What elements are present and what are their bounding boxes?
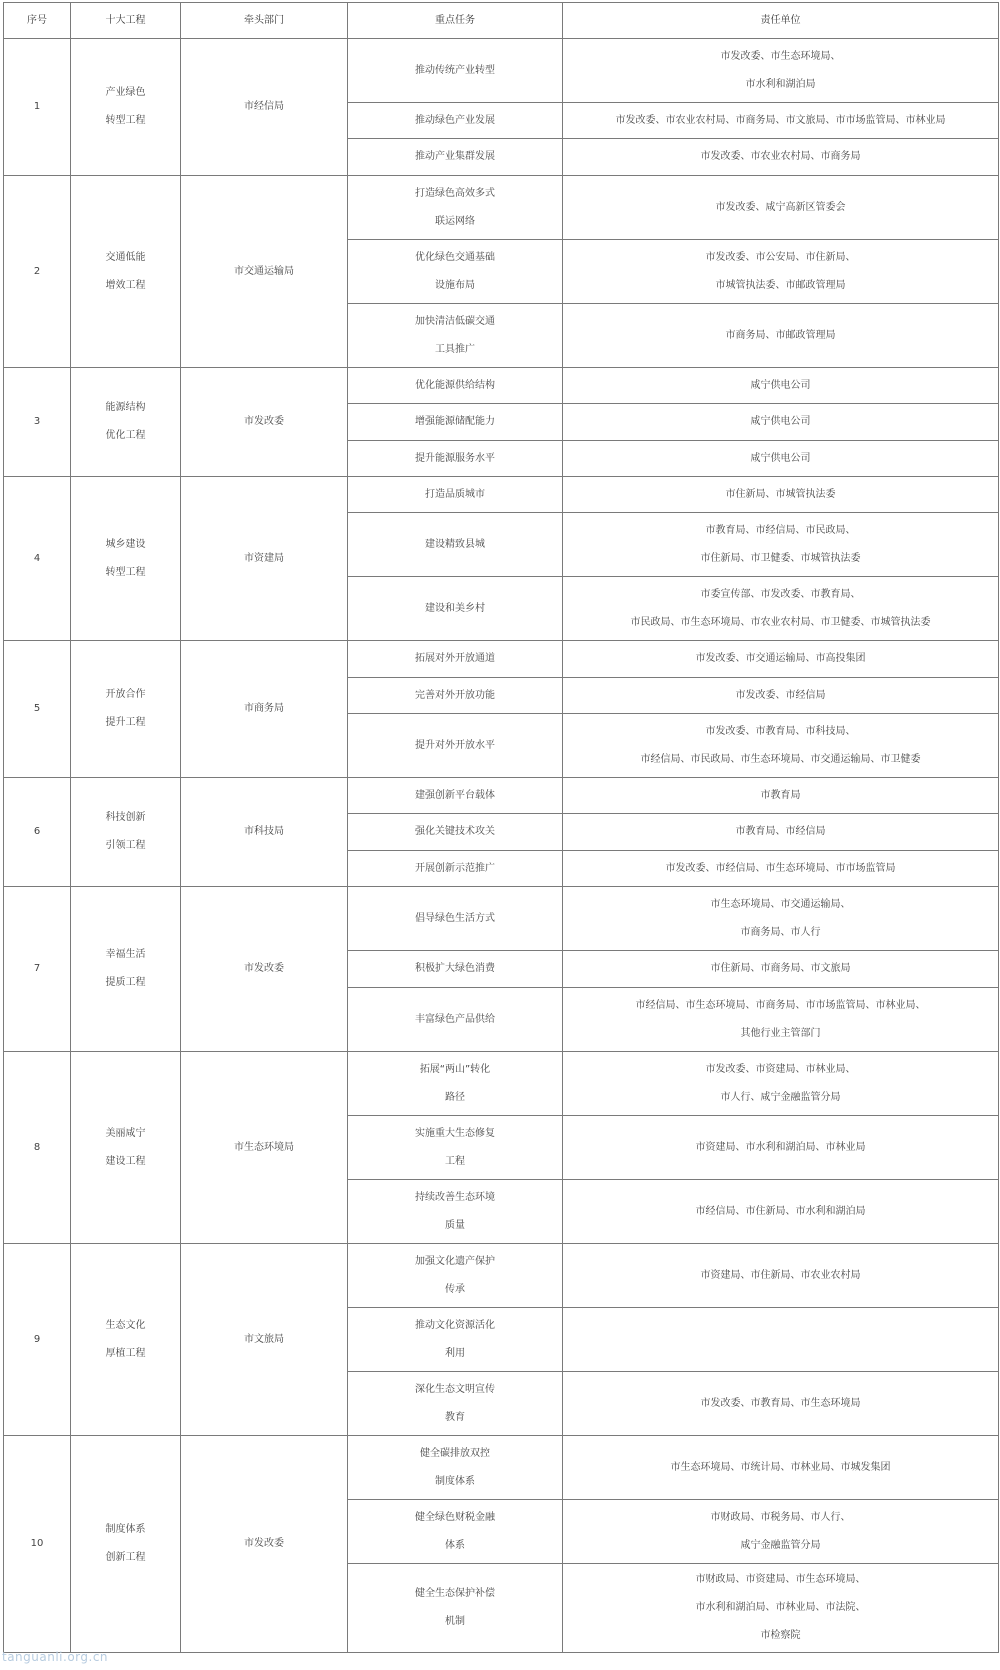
task-cell: 推动绿色产业发展 <box>348 103 563 139</box>
responsible-unit-cell: 市发改委、市交通运输局、市高投集团 <box>563 641 999 678</box>
project-cell: 幸福生活 提质工程 <box>71 887 181 1052</box>
responsible-unit-cell <box>563 1308 999 1372</box>
project-cell: 生态文化 厚植工程 <box>71 1244 181 1436</box>
seq-cell: 4 <box>4 477 71 641</box>
responsible-unit-cell: 咸宁供电公司 <box>563 368 999 404</box>
task-cell: 优化能源供给结构 <box>348 368 563 404</box>
responsible-unit-cell: 市发改委、市生态环境局、 市水利和湖泊局 <box>563 39 999 103</box>
lead-dept-cell: 市商务局 <box>181 641 348 778</box>
task-cell: 健全绿色财税金融 体系 <box>348 1500 563 1564</box>
task-cell: 加强文化遗产保护 传承 <box>348 1244 563 1308</box>
seq-cell: 8 <box>4 1052 71 1244</box>
responsible-unit-cell: 市生态环境局、市统计局、市林业局、市城发集团 <box>563 1436 999 1500</box>
task-cell: 完善对外开放功能 <box>348 678 563 714</box>
lead-dept-cell: 市科技局 <box>181 778 348 887</box>
project-cell: 科技创新 引领工程 <box>71 778 181 887</box>
task-cell: 建强创新平台载体 <box>348 778 563 814</box>
responsible-unit-cell: 市商务局、市邮政管理局 <box>563 304 999 368</box>
project-cell: 交通低能 增效工程 <box>71 176 181 368</box>
responsible-unit-cell: 市资建局、市住新局、市农业农村局 <box>563 1244 999 1308</box>
header-seq: 序号 <box>4 3 71 39</box>
responsible-unit-cell: 市发改委、市农业农村局、市商务局、市文旅局、市市场监管局、市林业局 <box>563 103 999 139</box>
engineering-table <box>3 2 999 1653</box>
task-cell: 建设精致县城 <box>348 513 563 577</box>
task-cell: 拓展对外开放通道 <box>348 641 563 678</box>
seq-cell: 1 <box>4 39 71 176</box>
lead-dept-cell: 市文旅局 <box>181 1244 348 1436</box>
responsible-unit-cell: 市发改委、市农业农村局、市商务局 <box>563 139 999 176</box>
seq-cell: 6 <box>4 778 71 887</box>
task-cell: 实施重大生态修复 工程 <box>348 1116 563 1180</box>
seq-cell: 10 <box>4 1436 71 1653</box>
header-lead-dept: 牵头部门 <box>181 3 348 39</box>
responsible-unit-cell: 市发改委、市资建局、市林业局、 市人行、咸宁金融监管分局 <box>563 1052 999 1116</box>
lead-dept-cell: 市经信局 <box>181 39 348 176</box>
project-cell: 制度体系 创新工程 <box>71 1436 181 1653</box>
responsible-unit-cell: 咸宁供电公司 <box>563 441 999 477</box>
lead-dept-cell: 市生态环境局 <box>181 1052 348 1244</box>
table-row <box>4 641 999 678</box>
responsible-unit-cell: 市发改委、市教育局、市科技局、 市经信局、市民政局、市生态环境局、市交通运输局、市卫健委 <box>563 714 999 778</box>
seq-cell: 2 <box>4 176 71 368</box>
responsible-unit-cell: 市发改委、市经信局、市生态环境局、市市场监管局 <box>563 851 999 887</box>
responsible-unit-cell: 咸宁供电公司 <box>563 404 999 441</box>
responsible-unit-cell: 市住新局、市城管执法委 <box>563 477 999 513</box>
task-cell: 打造品质城市 <box>348 477 563 513</box>
task-cell: 打造绿色高效多式 联运网络 <box>348 176 563 240</box>
responsible-unit-cell: 市财政局、市资建局、市生态环境局、 市水利和湖泊局、市林业局、市法院、 市检察院 <box>563 1564 999 1653</box>
task-cell: 强化关键技术攻关 <box>348 814 563 851</box>
responsible-unit-cell: 市发改委、市教育局、市生态环境局 <box>563 1372 999 1436</box>
task-cell: 深化生态文明宣传 教育 <box>348 1372 563 1436</box>
task-cell: 丰富绿色产品供给 <box>348 988 563 1052</box>
table-row <box>4 176 999 240</box>
project-cell: 产业绿色 转型工程 <box>71 39 181 176</box>
task-cell: 推动产业集群发展 <box>348 139 563 176</box>
table-row <box>4 778 999 814</box>
table-body <box>4 39 999 1653</box>
task-cell: 倡导绿色生活方式 <box>348 887 563 951</box>
responsible-unit-cell: 市教育局、市经信局 <box>563 814 999 851</box>
header-responsible-unit: 责任单位 <box>563 3 999 39</box>
project-cell: 城乡建设 转型工程 <box>71 477 181 641</box>
responsible-unit-cell: 市经信局、市住新局、市水利和湖泊局 <box>563 1180 999 1244</box>
task-cell: 开展创新示范推广 <box>348 851 563 887</box>
task-cell: 提升对外开放水平 <box>348 714 563 778</box>
project-cell: 开放合作 提升工程 <box>71 641 181 778</box>
task-cell: 建设和美乡村 <box>348 577 563 641</box>
task-cell: 积极扩大绿色消费 <box>348 951 563 988</box>
task-cell: 健全生态保护补偿 机制 <box>348 1564 563 1653</box>
lead-dept-cell: 市资建局 <box>181 477 348 641</box>
task-cell: 持续改善生态环境 质量 <box>348 1180 563 1244</box>
table-row <box>4 39 999 103</box>
task-cell: 提升能源服务水平 <box>348 441 563 477</box>
table-row <box>4 1436 999 1500</box>
task-cell: 加快清洁低碳交通 工具推广 <box>348 304 563 368</box>
table-row <box>4 1052 999 1116</box>
responsible-unit-cell: 市住新局、市商务局、市文旅局 <box>563 951 999 988</box>
responsible-unit-cell: 市财政局、市税务局、市人行、 咸宁金融监管分局 <box>563 1500 999 1564</box>
responsible-unit-cell: 市资建局、市水利和湖泊局、市林业局 <box>563 1116 999 1180</box>
lead-dept-cell: 市发改委 <box>181 1436 348 1653</box>
header-key-task: 重点任务 <box>348 3 563 39</box>
lead-dept-cell: 市发改委 <box>181 368 348 477</box>
task-cell: 推动文化资源活化 利用 <box>348 1308 563 1372</box>
seq-cell: 3 <box>4 368 71 477</box>
project-cell: 美丽咸宁 建设工程 <box>71 1052 181 1244</box>
responsible-unit-cell: 市发改委、咸宁高新区管委会 <box>563 176 999 240</box>
header-row <box>4 3 999 39</box>
responsible-unit-cell: 市发改委、市经信局 <box>563 678 999 714</box>
responsible-unit-cell: 市教育局 <box>563 778 999 814</box>
responsible-unit-cell: 市教育局、市经信局、市民政局、 市住新局、市卫健委、市城管执法委 <box>563 513 999 577</box>
responsible-unit-cell: 市经信局、市生态环境局、市商务局、市市场监管局、市林业局、 其他行业主管部门 <box>563 988 999 1052</box>
header-project: 十大工程 <box>71 3 181 39</box>
task-cell: 健全碳排放双控 制度体系 <box>348 1436 563 1500</box>
table-row <box>4 368 999 404</box>
project-cell: 能源结构 优化工程 <box>71 368 181 477</box>
watermark: tanguanli.org.cn <box>2 1650 109 1664</box>
lead-dept-cell: 市交通运输局 <box>181 176 348 368</box>
table-row <box>4 1244 999 1308</box>
seq-cell: 9 <box>4 1244 71 1436</box>
responsible-unit-cell: 市发改委、市公安局、市住新局、 市城管执法委、市邮政管理局 <box>563 240 999 304</box>
lead-dept-cell: 市发改委 <box>181 887 348 1052</box>
table-row <box>4 477 999 513</box>
seq-cell: 7 <box>4 887 71 1052</box>
responsible-unit-cell: 市委宣传部、市发改委、市教育局、 市民政局、市生态环境局、市农业农村局、市卫健委、市城管执法委 <box>563 577 999 641</box>
responsible-unit-cell: 市生态环境局、市交通运输局、 市商务局、市人行 <box>563 887 999 951</box>
seq-cell: 5 <box>4 641 71 778</box>
task-cell: 增强能源储配能力 <box>348 404 563 441</box>
task-cell: 推动传统产业转型 <box>348 39 563 103</box>
task-cell: 优化绿色交通基础 设施布局 <box>348 240 563 304</box>
table-row <box>4 887 999 951</box>
table-container <box>3 2 998 1653</box>
task-cell: 拓展“两山”转化 路径 <box>348 1052 563 1116</box>
